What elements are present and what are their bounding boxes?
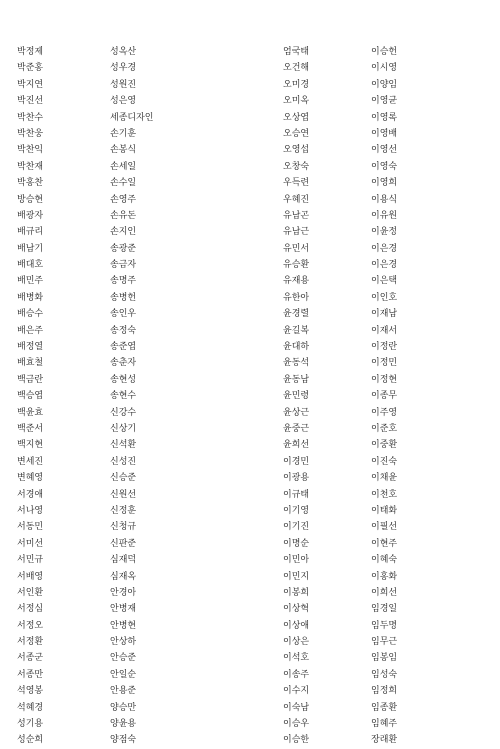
name-entry: 손지인 (110, 227, 137, 238)
name-entry: 우혜진 (283, 194, 310, 205)
name-row (0, 585, 500, 601)
name-entry: 임성숙 (371, 669, 398, 680)
name-entry: 유승환 (283, 260, 310, 271)
name-row (0, 569, 500, 585)
name-row (0, 388, 500, 404)
name-row (0, 175, 500, 191)
name-entry: 송현수 (110, 391, 137, 402)
name-entry: 이상은 (283, 637, 310, 648)
name-entry: 이민아 (283, 555, 310, 566)
name-entry: 서정오 (17, 620, 44, 631)
name-entry: 임두명 (371, 620, 398, 631)
name-entry: 변혜영 (17, 473, 44, 484)
name-row (0, 618, 500, 634)
name-entry: 박진선 (17, 96, 44, 107)
name-entry: 신정훈 (110, 505, 137, 516)
name-entry: 배광자 (17, 210, 44, 221)
name-entry: 이천호 (371, 489, 398, 500)
name-row (0, 552, 500, 568)
name-entry: 오창숙 (283, 161, 310, 172)
name-entry: 안용준 (110, 686, 137, 697)
name-entry: 윤중근 (283, 423, 310, 434)
name-row (0, 732, 500, 748)
name-row (0, 487, 500, 503)
name-row (0, 405, 500, 421)
name-entry: 윤동남 (283, 374, 310, 385)
name-entry: 서경애 (17, 489, 44, 500)
name-entry: 이종무 (371, 391, 398, 402)
name-row (0, 683, 500, 699)
name-entry: 서동민 (17, 522, 44, 533)
name-row (0, 77, 500, 93)
name-entry: 박지연 (17, 79, 44, 90)
name-row (0, 700, 500, 716)
name-entry: 이상혁 (283, 604, 310, 615)
name-entry: 장래환 (371, 735, 398, 746)
name-entry: 양윤용 (110, 719, 137, 730)
name-entry: 방승현 (17, 194, 44, 205)
name-entry: 서종만 (17, 669, 44, 680)
name-entry: 서나영 (17, 505, 44, 516)
name-entry: 송인우 (110, 309, 137, 320)
name-entry: 서정심 (17, 604, 44, 615)
name-entry: 이상애 (283, 620, 310, 631)
name-row (0, 290, 500, 306)
name-entry: 유남곤 (283, 210, 310, 221)
name-entry: 임경일 (371, 604, 398, 615)
name-entry: 이송주 (283, 669, 310, 680)
name-entry: 손세일 (110, 161, 137, 172)
name-entry: 박찬웅 (17, 128, 44, 139)
name-entry: 유남근 (283, 227, 310, 238)
name-entry: 이희선 (371, 587, 398, 598)
name-row (0, 323, 500, 339)
name-entry: 이승한 (283, 735, 310, 746)
name-entry: 이양임 (371, 79, 398, 90)
name-entry: 이석호 (283, 653, 310, 664)
name-entry: 오상엽 (283, 112, 310, 123)
name-row (0, 339, 500, 355)
name-entry: 이규태 (283, 489, 310, 500)
name-row (0, 208, 500, 224)
name-entry: 세종디자인 (110, 112, 154, 123)
name-entry: 이중환 (371, 440, 398, 451)
name-entry: 이기진 (283, 522, 310, 533)
name-row (0, 159, 500, 175)
name-entry: 서정환 (17, 637, 44, 648)
name-entry: 백금란 (17, 374, 44, 385)
name-entry: 손봉식 (110, 145, 137, 156)
name-entry: 이윤정 (371, 227, 398, 238)
name-entry: 서배영 (17, 571, 44, 582)
name-entry: 성옥산 (110, 47, 137, 57)
name-entry: 이수지 (283, 686, 310, 697)
name-entry: 이혜숙 (371, 555, 398, 566)
name-entry: 이필선 (371, 522, 398, 533)
name-entry: 신원선 (110, 489, 137, 500)
name-entry: 이진숙 (371, 456, 398, 467)
name-row (0, 667, 500, 683)
name-row (0, 519, 500, 535)
name-entry: 양점숙 (110, 735, 137, 746)
name-entry: 배효철 (17, 358, 44, 369)
name-row (0, 437, 500, 453)
name-entry: 이현주 (371, 538, 398, 549)
name-entry: 성원진 (110, 79, 137, 90)
name-entry: 심재옥 (110, 571, 137, 582)
name-entry: 안승준 (110, 653, 137, 664)
name-row (0, 716, 500, 732)
name-entry: 이영배 (371, 128, 398, 139)
name-entry: 송병헌 (110, 292, 137, 303)
name-entry: 이영숙 (371, 161, 398, 172)
name-entry: 배남기 (17, 243, 44, 254)
name-entry: 배정열 (17, 342, 44, 353)
name-entry: 이준호 (371, 423, 398, 434)
name-entry: 이명순 (283, 538, 310, 549)
name-entry: 임종환 (371, 702, 398, 713)
name-entry: 심재덕 (110, 555, 137, 566)
name-entry: 성우경 (110, 63, 137, 74)
name-entry: 이은경 (371, 260, 398, 271)
name-entry: 윤희선 (283, 440, 310, 451)
name-entry: 이용식 (371, 194, 398, 205)
name-row (0, 60, 500, 76)
name-entry: 임정희 (371, 686, 398, 697)
name-entry: 배규리 (17, 227, 44, 238)
name-entry: 성순희 (17, 735, 44, 746)
name-entry: 신판준 (110, 538, 137, 549)
name-entry: 이주영 (371, 407, 398, 418)
name-row (0, 257, 500, 273)
name-entry: 서종군 (17, 653, 44, 664)
name-entry: 임봉임 (371, 653, 398, 664)
name-entry: 서미선 (17, 538, 44, 549)
name-entry: 신성진 (110, 456, 137, 467)
name-entry: 서민규 (17, 555, 44, 566)
name-entry: 오건해 (283, 63, 310, 74)
name-entry: 신강수 (110, 407, 137, 418)
name-entry: 박찬익 (17, 145, 44, 156)
name-entry: 윤대하 (283, 342, 310, 353)
name-entry: 박정제 (17, 47, 44, 57)
name-entry: 백윤효 (17, 407, 44, 418)
name-entry: 이인호 (371, 292, 398, 303)
name-entry: 이은경 (371, 243, 398, 254)
name-entry: 안상하 (110, 637, 137, 648)
name-entry: 안병재 (110, 604, 137, 615)
name-entry: 박찬수 (17, 112, 44, 123)
name-entry: 이영선 (371, 145, 398, 156)
name-entry: 이경민 (283, 456, 310, 467)
name-entry: 신승준 (110, 473, 137, 484)
name-row (0, 142, 500, 158)
name-row (0, 241, 500, 257)
name-entry: 박찬재 (17, 161, 44, 172)
name-row (0, 536, 500, 552)
name-row (0, 192, 500, 208)
name-entry: 이태화 (371, 505, 398, 516)
name-entry: 이유원 (371, 210, 398, 221)
name-entry: 성은영 (110, 96, 137, 107)
name-entry: 석영봉 (17, 686, 44, 697)
name-row (0, 503, 500, 519)
name-entry: 신석환 (110, 440, 137, 451)
name-row (0, 126, 500, 142)
name-entry: 오미옥 (283, 96, 310, 107)
name-entry: 오미경 (283, 79, 310, 90)
name-entry: 배민주 (17, 276, 44, 287)
name-entry: 석혜경 (17, 702, 44, 713)
name-entry: 송광준 (110, 243, 137, 254)
names-list (0, 44, 500, 749)
name-entry: 이민지 (283, 571, 310, 582)
name-entry: 오영섭 (283, 145, 310, 156)
name-entry: 안일순 (110, 669, 137, 680)
name-entry: 배병화 (17, 292, 44, 303)
name-entry: 이기영 (283, 505, 310, 516)
name-entry: 이채윤 (371, 473, 398, 484)
name-row (0, 224, 500, 240)
name-entry: 서인환 (17, 587, 44, 598)
name-entry: 안병현 (110, 620, 137, 631)
name-row (0, 454, 500, 470)
name-entry: 이영희 (371, 178, 398, 189)
name-entry: 이숙남 (283, 702, 310, 713)
name-entry: 송금자 (110, 260, 137, 271)
name-entry: 손기훈 (110, 128, 137, 139)
name-entry: 유한아 (283, 292, 310, 303)
name-entry: 신청규 (110, 522, 137, 533)
name-entry: 임혜주 (371, 719, 398, 730)
name-entry: 이재남 (371, 309, 398, 320)
name-entry: 이홍화 (371, 571, 398, 582)
name-entry: 백승엽 (17, 391, 44, 402)
name-entry: 배승수 (17, 309, 44, 320)
name-entry: 윤길복 (283, 325, 310, 336)
name-entry: 박준홍 (17, 63, 44, 74)
name-entry: 손수일 (110, 178, 137, 189)
name-entry: 안경아 (110, 587, 137, 598)
name-entry: 신상기 (110, 423, 137, 434)
name-row (0, 470, 500, 486)
name-entry: 이정란 (371, 342, 398, 353)
name-entry: 엄국태 (283, 47, 310, 57)
name-entry: 손유돈 (110, 210, 137, 221)
name-entry: 송현성 (110, 374, 137, 385)
name-row (0, 355, 500, 371)
name-entry: 송정숙 (110, 325, 137, 336)
name-entry: 윤상근 (283, 407, 310, 418)
name-entry: 유재용 (283, 276, 310, 287)
name-entry: 이정현 (371, 374, 398, 385)
name-entry: 이시영 (371, 63, 398, 74)
name-entry: 이승우 (283, 719, 310, 730)
name-row (0, 110, 500, 126)
name-row (0, 93, 500, 109)
name-entry: 이재서 (371, 325, 398, 336)
name-entry: 이봉희 (283, 587, 310, 598)
name-entry: 이승헌 (371, 47, 398, 57)
name-entry: 박홍찬 (17, 178, 44, 189)
name-entry: 이영균 (371, 96, 398, 107)
name-entry: 백지현 (17, 440, 44, 451)
name-row (0, 421, 500, 437)
name-row (0, 372, 500, 388)
name-row (0, 650, 500, 666)
name-entry: 배은주 (17, 325, 44, 336)
name-entry: 이영록 (371, 112, 398, 123)
name-entry: 배대호 (17, 260, 44, 271)
name-row (0, 601, 500, 617)
name-entry: 송준엽 (110, 342, 137, 353)
name-row (0, 306, 500, 322)
name-entry: 손영주 (110, 194, 137, 205)
name-entry: 오승연 (283, 128, 310, 139)
name-entry: 이정민 (371, 358, 398, 369)
name-entry: 이광용 (283, 473, 310, 484)
name-entry: 이은택 (371, 276, 398, 287)
name-row (0, 273, 500, 289)
name-entry: 유민서 (283, 243, 310, 254)
name-entry: 성기용 (17, 719, 44, 730)
name-row (0, 634, 500, 650)
name-entry: 변세진 (17, 456, 44, 467)
name-entry: 양승만 (110, 702, 137, 713)
name-row (0, 44, 500, 60)
name-entry: 송춘자 (110, 358, 137, 369)
name-entry: 백준서 (17, 423, 44, 434)
name-entry: 윤경렬 (283, 309, 310, 320)
name-entry: 윤민령 (283, 391, 310, 402)
name-entry: 윤동석 (283, 358, 310, 369)
name-entry: 송명주 (110, 276, 137, 287)
name-entry: 임무근 (371, 637, 398, 648)
name-entry: 우득련 (283, 178, 310, 189)
